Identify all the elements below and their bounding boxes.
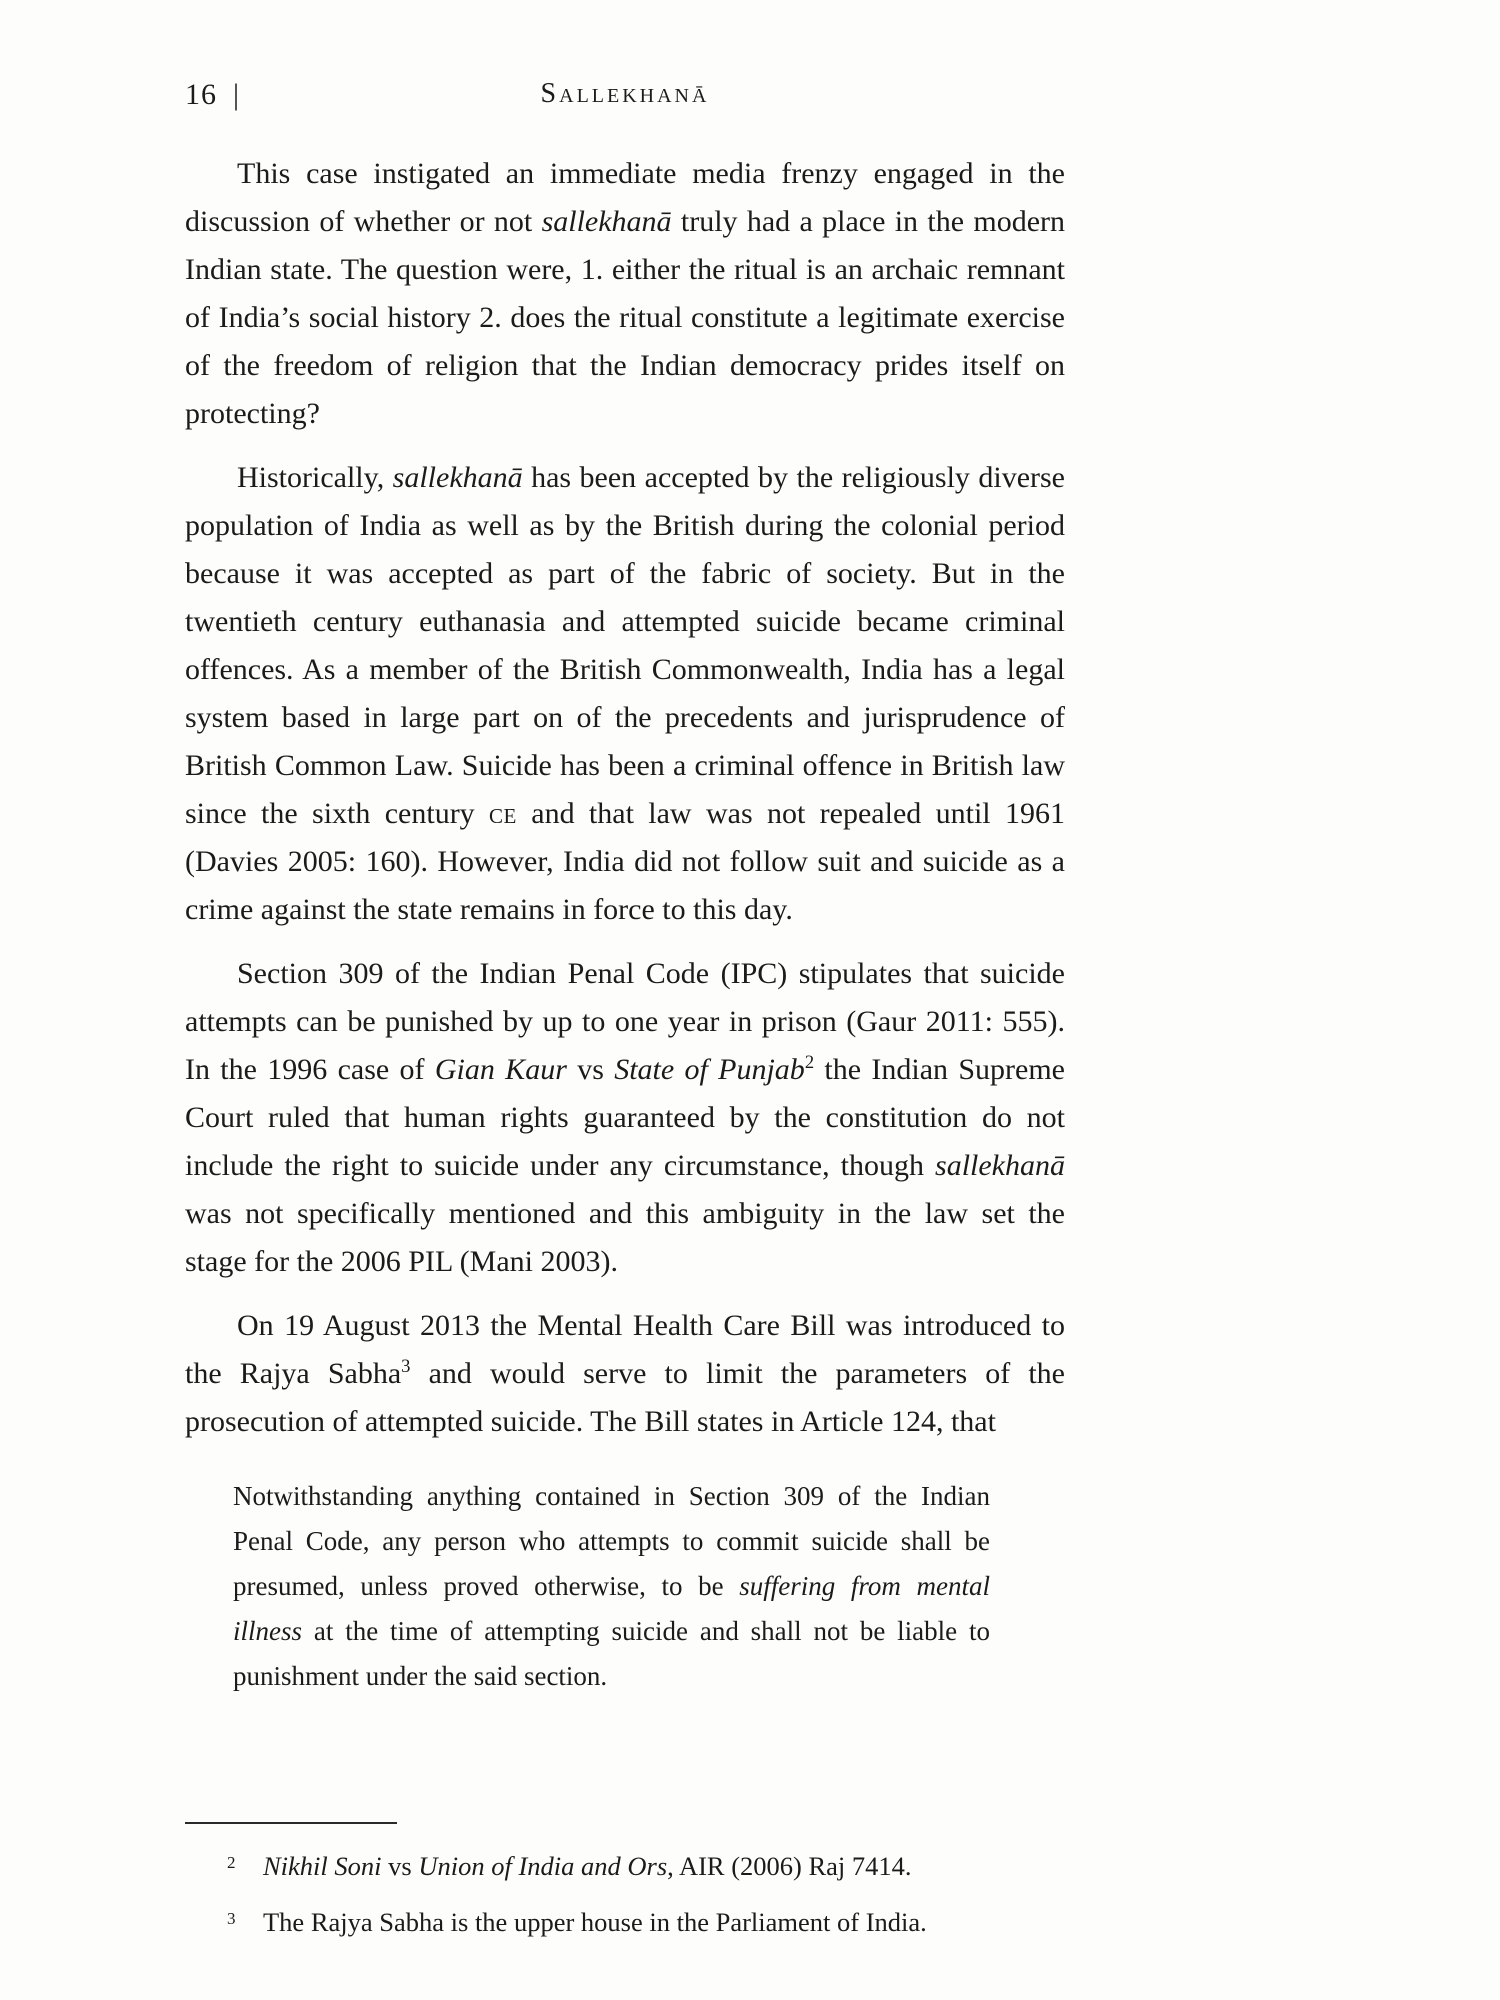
text-run: vs bbox=[566, 1053, 615, 1086]
text-run: On 19 August 2013 the Mental Health Care Bill was introduced to the Rajya Sabha bbox=[185, 1309, 1065, 1390]
footnote-reference: 3 bbox=[401, 1356, 411, 1377]
footnote-2 bbox=[185, 1848, 1065, 1884]
text-run: and that law was not repealed until 1961 (Davies 2005: 160). However, India did not follow suit and suicide as a crime against the state remains in force to this day. bbox=[185, 797, 1065, 926]
text-run: has been accepted by the religiously diverse population of India as well as by the British during the colonial period because it was accepted as part of the fabric of society. But in the twentieth century euthanasia and attempted suicide became criminal offences. As a member of the British Commonwealth, India has a legal system based in large part on of the precedents and jurisprudence of British Common Law. Suicide has been a criminal offence in British law since the sixth century bbox=[185, 461, 1066, 830]
text-run: Gian Kaur bbox=[434, 1053, 567, 1086]
text-run: , AIR (2006) Raj 7414. bbox=[667, 1851, 912, 1881]
text-run: the Indian Supreme Court ruled that human rights guaranteed by the constitution do not include the right to suicide under any circumstance, though bbox=[185, 1053, 1065, 1182]
paragraph-4 bbox=[185, 1302, 1065, 1446]
text-run: and would serve to limit the parameters of the prosecution of attempted suicide. The Bill states in Article 124, that bbox=[185, 1357, 1065, 1438]
page-header bbox=[185, 78, 1065, 122]
text-run: Nikhil Soni bbox=[263, 1851, 382, 1881]
text-run: at the time of attempting suicide and shall not be liable to punishment under the said section. bbox=[233, 1616, 990, 1691]
text-run: Historically, bbox=[237, 461, 393, 494]
text-run: sallekhanā bbox=[392, 461, 523, 494]
paragraph-3 bbox=[185, 950, 1065, 1286]
paragraph-2 bbox=[185, 454, 1065, 934]
text-run: truly had a place in the modern Indian state. The question were, 1. either the ritual is an archaic remnant of India’s social history 2. does the ritual constitute a legitimate exercise of the freedom of religion that the Indian democracy prides itself on protecting? bbox=[185, 205, 1065, 430]
text-run: vs bbox=[381, 1851, 419, 1881]
footnote-reference: 2 bbox=[804, 1052, 815, 1073]
text-run: sallekhanā bbox=[541, 205, 672, 238]
footnote-3 bbox=[185, 1904, 1065, 1940]
text-run: suffering from mental illness bbox=[233, 1571, 990, 1646]
paragraph-1 bbox=[185, 150, 1065, 438]
text-run: The Rajya Sabha is the upper house in the Parliament of India. bbox=[263, 1907, 927, 1937]
block-quote bbox=[233, 1474, 990, 1699]
text-run: Section 309 of the Indian Penal Code (IPC) stipulates that suicide attempts can be punished by up to one year in prison (Gaur 2011: 555). In the 1996 case of bbox=[185, 957, 1065, 1086]
footnotes-section bbox=[185, 1822, 1065, 1960]
footnote-text bbox=[263, 1907, 927, 1937]
page-number-value: 16 bbox=[185, 78, 217, 111]
text-run: This case instigated an immediate media frenzy engaged in the discussion of whether or not bbox=[185, 157, 1065, 238]
folio-separator: | bbox=[233, 78, 241, 111]
footnote-marker: 2 bbox=[227, 1853, 236, 1872]
text-run: Union of India and Ors bbox=[418, 1851, 668, 1881]
text-run: State of Punjab bbox=[614, 1053, 805, 1086]
text-run: ce bbox=[489, 797, 517, 830]
footnote-divider bbox=[185, 1822, 397, 1824]
running-title: Sallekhanā bbox=[540, 78, 710, 109]
text-run: was not specifically mentioned and this ambiguity in the law set the stage for the 2006 PIL (Mani 2003). bbox=[185, 1197, 1065, 1278]
footnote-marker: 3 bbox=[227, 1909, 236, 1928]
footnote-text bbox=[263, 1851, 912, 1881]
main-text bbox=[185, 150, 1065, 1699]
text-run: sallekhanā bbox=[935, 1149, 1065, 1182]
text-run: Notwithstanding anything contained in Section 309 of the Indian Penal Code, any person who attempts to commit suicide shall be presumed, unless proved otherwise, to be bbox=[233, 1481, 990, 1601]
